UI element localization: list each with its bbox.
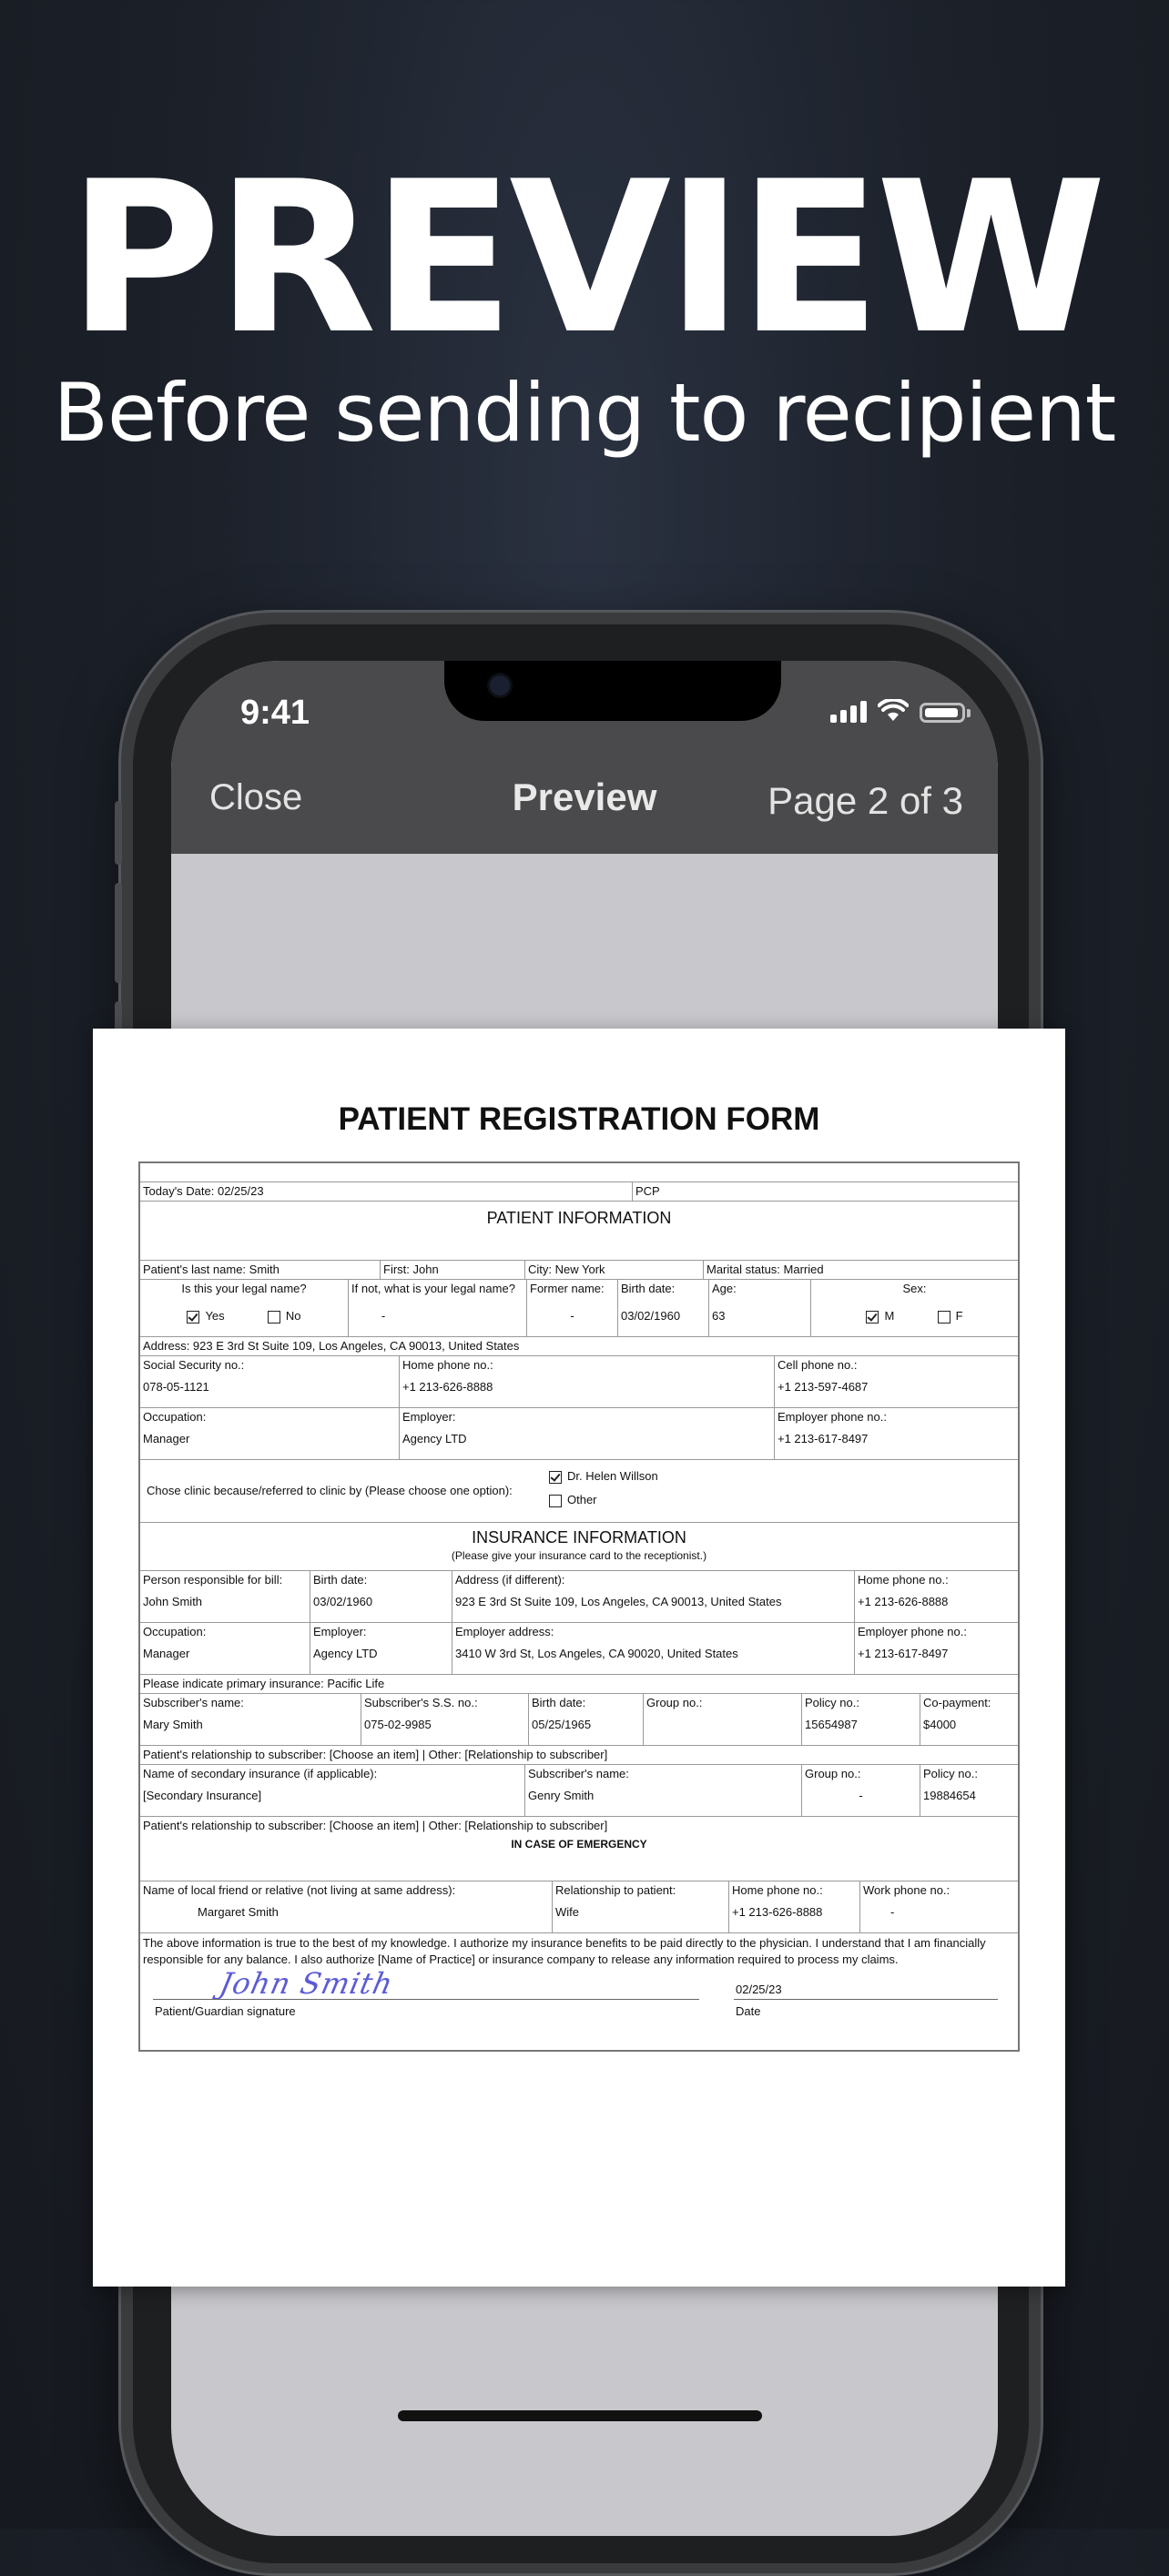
ins-home-phone-label: Home phone no.: <box>858 1573 949 1587</box>
phone-side-button <box>115 801 122 865</box>
secondary-group-label: Group no.: <box>805 1767 861 1780</box>
cell-phone-value: +1 213-597-4687 <box>778 1380 869 1394</box>
close-button[interactable]: Close <box>209 777 303 817</box>
insurance-note: (Please give your insurance card to the receptionist.) <box>451 1549 707 1562</box>
clinic-option-2-checkbox[interactable] <box>549 1495 562 1507</box>
clinic-option-1-label: Dr. Helen Willson <box>567 1469 658 1483</box>
patient-address: Address: 923 E 3rd St Suite 109, Los Angeles, CA 90013, United States <box>143 1339 520 1353</box>
subscriber-ss-label: Subscriber's S.S. no.: <box>364 1696 478 1709</box>
subscriber-ss-value: 075-02-9985 <box>364 1718 432 1731</box>
document-page <box>93 1029 1065 2287</box>
form-row <box>140 1336 1018 1355</box>
relationship-value: Wife <box>555 1905 579 1919</box>
yes-checkbox[interactable] <box>187 1311 199 1323</box>
ins-home-phone-value: +1 213-626-8888 <box>858 1595 949 1608</box>
home-indicator[interactable] <box>398 2410 762 2421</box>
birth-date-label: Birth date: <box>621 1282 676 1295</box>
status-time: 9:41 <box>240 694 310 732</box>
status-icons <box>830 699 971 723</box>
wifi-icon <box>878 699 909 723</box>
ssn-label: Social Security no.: <box>143 1358 245 1372</box>
former-name-value: - <box>570 1309 574 1323</box>
secondary-policy-value: 19884654 <box>923 1789 976 1802</box>
employer-value: Agency LTD <box>402 1432 467 1445</box>
emergency-home-phone-value: +1 213-626-8888 <box>732 1905 823 1919</box>
age-value: 63 <box>712 1309 726 1323</box>
form-row <box>140 1674 1018 1693</box>
ins-address-label: Address (if different): <box>455 1573 565 1587</box>
subscriber-birth-label: Birth date: <box>532 1696 586 1709</box>
secondary-policy-label: Policy no.: <box>923 1767 978 1780</box>
insurance-section-heading: INSURANCE INFORMATION <box>472 1528 686 1547</box>
date-line <box>734 1999 998 2000</box>
signature-label: Patient/Guardian signature <box>155 2004 296 2018</box>
cell-phone-label: Cell phone no.: <box>778 1358 858 1372</box>
yes-label: Yes <box>205 1309 225 1323</box>
sex-label: Sex: <box>902 1282 927 1295</box>
form-row <box>140 1816 1018 1881</box>
today-date: Today's Date: 02/25/23 <box>143 1184 264 1198</box>
subscriber-name-label: Subscriber's name: <box>143 1696 244 1709</box>
hero-subtitle: Before sending to recipient <box>53 366 1116 460</box>
former-name-label: Former name: <box>530 1282 605 1295</box>
subscriber-relationship-1: Patient's relationship to subscriber: [Choose an item] | Other: [Relationship to subscriber] <box>143 1748 608 1761</box>
form-row <box>140 1279 1018 1336</box>
legal-name-question: Is this your legal name? <box>181 1282 307 1295</box>
last-name: Patient's last name: Smith <box>143 1263 280 1276</box>
legal-name-alt-value: - <box>381 1309 386 1323</box>
age-label: Age: <box>712 1282 737 1295</box>
responsible-bill-label: Person responsible for bill: <box>143 1573 283 1587</box>
primary-insurance: Please indicate primary insurance: Pacific Life <box>143 1677 385 1690</box>
no-label: No <box>285 1309 301 1323</box>
relationship-label: Relationship to patient: <box>555 1883 676 1897</box>
form-row <box>140 1522 1018 1570</box>
form-row <box>140 1881 1018 1932</box>
ins-employer-phone-label: Employer phone no.: <box>858 1625 967 1638</box>
front-camera <box>490 675 510 695</box>
policy-no-label: Policy no.: <box>805 1696 859 1709</box>
ins-employer-value: Agency LTD <box>313 1647 378 1660</box>
employer-phone-value: +1 213-617-8497 <box>778 1432 869 1445</box>
signature-image: John Smith <box>216 1966 397 2001</box>
sex-m-checkbox[interactable] <box>866 1311 879 1323</box>
ins-birth-label: Birth date: <box>313 1573 368 1587</box>
sex-f-label: F <box>955 1309 963 1323</box>
secondary-group-value: - <box>859 1789 863 1802</box>
secondary-insurance-value: [Secondary Insurance] <box>143 1789 262 1802</box>
disclaimer-text: The above information is true to the best of my knowledge. I authorize my insurance benefits to be paid directly to the physician. I understand that I am financially responsible for any balance. I also authorize [Name of Practice] or insurance company to release any information required to process my claims. <box>143 1936 986 1966</box>
emergency-contact-value: Margaret Smith <box>198 1905 279 1919</box>
secondary-subscriber-value: Genry Smith <box>528 1789 595 1802</box>
birth-date-value: 03/02/1960 <box>621 1309 681 1323</box>
no-checkbox[interactable] <box>268 1311 280 1323</box>
ins-employer-address-value: 3410 W 3rd St, Los Angeles, CA 90020, United States <box>455 1647 738 1660</box>
page-indicator: Page 2 of 3 <box>767 779 963 822</box>
battery-icon <box>920 703 965 723</box>
occupation-value: Manager <box>143 1432 190 1445</box>
legal-name-alt-question: If not, what is your legal name? <box>351 1282 515 1295</box>
form-top-spacer <box>140 1163 1018 1182</box>
first-name: First: John <box>383 1263 439 1276</box>
form-row <box>140 1201 1018 1260</box>
ins-employer-address-label: Employer address: <box>455 1625 554 1638</box>
emergency-contact-label: Name of local friend or relative (not living at same address): <box>143 1883 456 1897</box>
ins-birth-value: 03/02/1960 <box>313 1595 373 1608</box>
form-row <box>140 1407 1018 1459</box>
clinic-option-1-checkbox[interactable] <box>549 1471 562 1484</box>
occupation-label: Occupation: <box>143 1410 207 1424</box>
date-label: Date <box>736 2004 761 2018</box>
emergency-work-phone-value: - <box>890 1905 895 1919</box>
hero-title: PREVIEW <box>67 137 1102 380</box>
copay-label: Co-payment: <box>923 1696 991 1709</box>
pcp-label: PCP <box>635 1184 660 1198</box>
employer-phone-label: Employer phone no.: <box>778 1410 887 1424</box>
form-row <box>140 1764 1018 1816</box>
clinic-question: Chose clinic because/referred to clinic by (Please choose one option): <box>147 1484 513 1497</box>
ssn-value: 078-05-1121 <box>143 1380 209 1394</box>
patient-section-heading: PATIENT INFORMATION <box>486 1209 672 1227</box>
subscriber-name-value: Mary Smith <box>143 1718 203 1731</box>
employer-label: Employer: <box>402 1410 456 1424</box>
sex-f-checkbox[interactable] <box>938 1311 950 1323</box>
copay-value: $4000 <box>923 1718 957 1731</box>
emergency-heading: IN CASE OF EMERGENCY <box>511 1838 647 1851</box>
responsible-bill-value: John Smith <box>143 1595 203 1608</box>
registration-form <box>138 1161 1020 2052</box>
form-title: PATIENT REGISTRATION FORM <box>338 1101 820 1137</box>
form-row <box>140 1459 1018 1522</box>
subscriber-birth-value: 05/25/1965 <box>532 1718 592 1731</box>
sex-m-label: M <box>884 1309 895 1323</box>
clinic-option-2-label: Other <box>567 1493 597 1506</box>
form-row <box>140 1932 1018 2050</box>
nav-title: Preview <box>512 776 657 818</box>
cellular-signal-icon <box>830 701 867 723</box>
ins-occupation-value: Manager <box>143 1647 190 1660</box>
phone-side-button <box>115 883 122 983</box>
form-row <box>140 1693 1018 1745</box>
secondary-subscriber-label: Subscriber's name: <box>528 1767 629 1780</box>
ins-employer-phone-value: +1 213-617-8497 <box>858 1647 949 1660</box>
form-row <box>140 1182 1018 1201</box>
emergency-work-phone-label: Work phone no.: <box>863 1883 950 1897</box>
subscriber-relationship-2: Patient's relationship to subscriber: [Choose an item] | Other: [Relationship to subscriber] <box>143 1819 608 1832</box>
battery-tip <box>967 709 971 717</box>
form-row <box>140 1260 1018 1279</box>
home-phone-label: Home phone no.: <box>402 1358 493 1372</box>
signature-line <box>153 1999 699 2000</box>
signature-date-value: 02/25/23 <box>736 1983 782 1996</box>
form-row <box>140 1622 1018 1674</box>
city: City: New York <box>528 1263 605 1276</box>
form-row <box>140 1745 1018 1764</box>
policy-no-value: 15654987 <box>805 1718 858 1731</box>
emergency-home-phone-label: Home phone no.: <box>732 1883 823 1897</box>
form-row <box>140 1570 1018 1622</box>
group-no-label: Group no.: <box>646 1696 703 1709</box>
secondary-insurance-label: Name of secondary insurance (if applicable): <box>143 1767 378 1780</box>
marital-status: Marital status: Married <box>706 1263 824 1276</box>
form-row <box>140 1355 1018 1407</box>
ins-address-value: 923 E 3rd St Suite 109, Los Angeles, CA 90013, United States <box>455 1595 782 1608</box>
ins-occupation-label: Occupation: <box>143 1625 207 1638</box>
ins-employer-label: Employer: <box>313 1625 367 1638</box>
home-phone-value: +1 213-626-8888 <box>402 1380 493 1394</box>
